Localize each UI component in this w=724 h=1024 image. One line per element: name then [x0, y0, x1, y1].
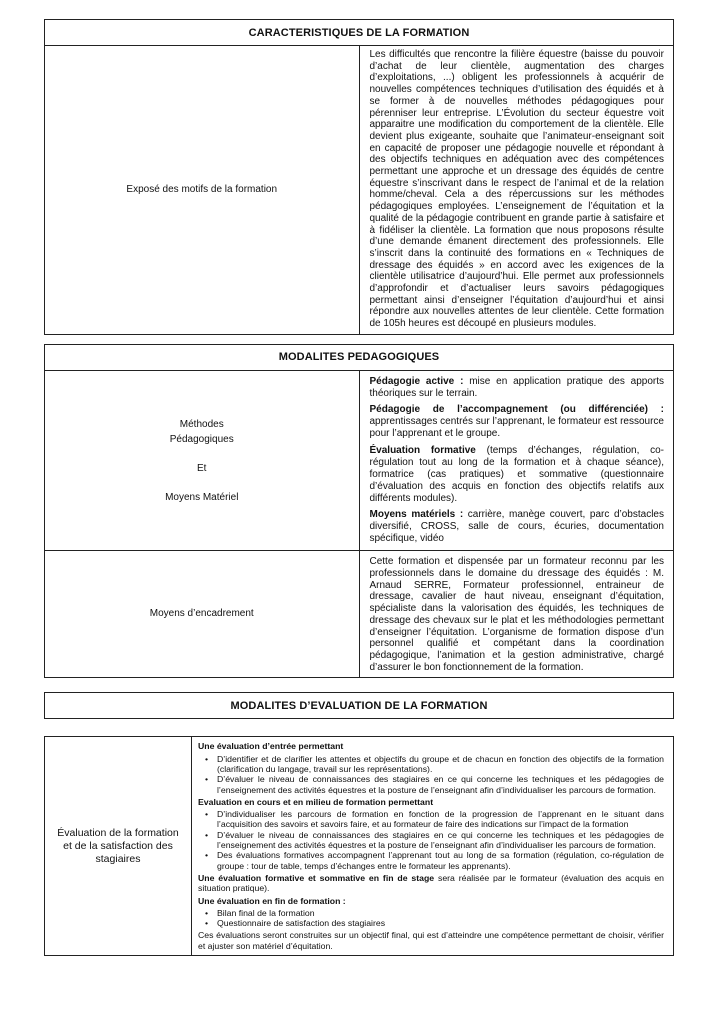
end-stage-eval [198, 873, 664, 894]
list-item: • Des évaluations formatives accompagnent l’apprenant tout au long de sa formation (régulation, co-régulation de groupe : tour de table, temps d’échanges entre le formateur les apprenants). [217, 850, 664, 871]
end-formation-eval-title: Une évaluation en fin de formation : [198, 895, 346, 906]
end-stage-eval-text: sera réalisée par le formateur (évaluation des acquis en situation pratique). [198, 872, 664, 894]
method-item-title: Moyens matériels : [369, 509, 464, 521]
list-item: • D’évaluer le niveau de connaissances des stagiaires en ce qui concerne les techniques et les pédagogies de l’enseignement des activités équestres et la posture de l’enseignant afin d’individualiser les parcours de formation. [217, 774, 664, 795]
method-item [370, 376, 665, 400]
list-item: • Questionnaire de satisfaction des stagiaires [217, 918, 664, 928]
end-formation-eval-list [198, 908, 664, 929]
end-stage-eval-title: Une évaluation formative et sommative en fin de stage [198, 872, 435, 883]
method-item [370, 509, 665, 545]
pedagogical-table [44, 344, 674, 679]
methods-label-line2: Pédagogiques [169, 433, 234, 445]
method-item-text: apprentissages centrés sur l’apprenant, le formateur est ressource pour l’apprenant et le groupe. [369, 416, 664, 440]
list-item: • D’identifier et de clarifier les attentes et objectifs du groupe et de chacun en fonction des objectifs de la formation (clarification du langage, travail sur les représentations). [217, 754, 664, 775]
midway-eval-list [198, 809, 664, 871]
supervision-label: Moyens d’encadrement [45, 551, 360, 678]
evaluation-header-table [44, 692, 674, 719]
midway-eval-title: Evaluation en cours et en milieu de formation permettant [198, 796, 434, 807]
characteristics-header: CARACTERISTIQUES DE LA FORMATION [45, 20, 674, 46]
evaluation-conclusion: Ces évaluations seront construites sur un objectif final, qui est d’atteindre une compétence permettant de choisir, vérifier et ajuster son matériel d’équitation. [198, 930, 664, 951]
method-item [370, 445, 665, 505]
motives-label: Exposé des motifs de la formation [45, 46, 360, 335]
method-item-text: carrière, manège couvert, parc d’obstacles diversifié, CROSS, salle de cours, écuries, documentation spécifique, vidéo [369, 509, 664, 545]
document-page [44, 19, 674, 956]
evaluation-label: Évaluation de la formation et de la satisfaction des stagiaires [45, 737, 192, 956]
method-item-title: Pédagogie de l’accompagnement (ou différenciée) : [369, 404, 664, 416]
method-item [370, 404, 665, 440]
evaluation-content [192, 737, 674, 956]
method-item-text: (temps d’échanges, régulation, co-régulation tout au long de la formation et à chaque séance), formatrice (cas pratiques) et sommative (questionnaire d’évaluation des acquis en fonction des objectifs relatifs aux différents modules). [369, 444, 665, 504]
methods-content [359, 370, 674, 551]
entry-eval-list [198, 754, 664, 795]
methods-label-line1: Méthodes [179, 418, 224, 430]
list-item: • D’individualiser les parcours de formation en fonction de la progression de l’apprenant en le situant dans l’acquisition des savoirs et savoirs faire, et au formateur de faire des indications sur l’impact de la formation [217, 809, 664, 830]
pedagogical-header: MODALITES PEDAGOGIQUES [45, 344, 674, 370]
entry-eval-title: Une évaluation d’entrée permettant [198, 741, 344, 752]
evaluation-header: MODALITES D’EVALUATION DE LA FORMATION [45, 693, 674, 719]
method-item-title: Évaluation formative [369, 444, 476, 456]
methods-label-line3: Et [197, 462, 207, 474]
motives-text: Les difficultés que rencontre la filière équestre (baisse du pouvoir d’achat de leur clientèle, augmentation des charges d’exploitations, ...) obligent les professionnels à acquérir de nouvelles compétences techniques d’utilisation des équidés et à se former à de nouvelles méthodes pédagogiques pour pérenniser leur entreprise. L’Évolution du secteur équestre voit apparaitre une modification du comportement de la clientèle. Elle devient plus exigeante, souhaite que l’animateur-enseignant soit en capacité de proposer une pédagogie nouvelle et répondant à des objectifs techniques en adéquation avec des compétences permettant une approche et un dressage des équidés de centre équestre s’inscrivant dans le respect de l’animal et de la relation homme/cheval. Cela a des répercussions sur les méthodes pédagogiques employées. L’enseignement de l’équitation et la qualité de la pédagogie contribuent en grande partie à satisfaire et à fidéliser la clientèle. La formation que nous proposons résulte d’une demande émanent directement des professionnels. Elle s’inscrit dans la continuité des formations en « Techniques de dressage des équidés » en accord avec les exigences de la clientèle utilisatrice d’aujourd’hui. Elle permet aux professionnels d’approfondir et d’actualiser leurs savoirs pédagogiques permettant ainsi d’enseigner l’équitation d’aujourd’hui et ainsi répondre aux nouvelles attentes de leur clientèle. Cette formation de 105h heures est découpé en plusieurs modules. [359, 46, 674, 335]
methods-label-line4: Moyens Matériel [165, 491, 239, 503]
method-item-title: Pédagogie active : [369, 375, 464, 387]
characteristics-table [44, 19, 674, 335]
evaluation-table [44, 736, 674, 956]
supervision-text: Cette formation et dispensée par un formateur reconnu par les professionnels dans le domaine du dressage des équidés : M. Arnaud SERRE, Formateur professionnel, entraineur de dressage, cavalier de haut niveau, enseignant d’équitation, spécialiste dans la valorisation des équidés, les techniques de dressage des chevaux sur le plat et les méthodologies permettant d’enseigner l’équitation. L’organisme de formation dispose d’un personnel qualifié et compétant dans la coordination pédagogique, l’animation et la gestion administrative, chargé d’assurer le bon fonctionnement de la formation. [359, 551, 674, 678]
list-item: • Bilan final de la formation [217, 908, 664, 918]
list-item: • D’évaluer le niveau de connaissances des stagiaires en ce qui concerne les techniques et les pédagogies de l’enseignement des activités équestres et la posture de l’enseignant afin d’individualiser les parcours de formation. [217, 830, 664, 851]
method-item-text: mise en application pratique des apports théoriques sur le terrain. [369, 375, 664, 399]
methods-label [45, 370, 360, 551]
